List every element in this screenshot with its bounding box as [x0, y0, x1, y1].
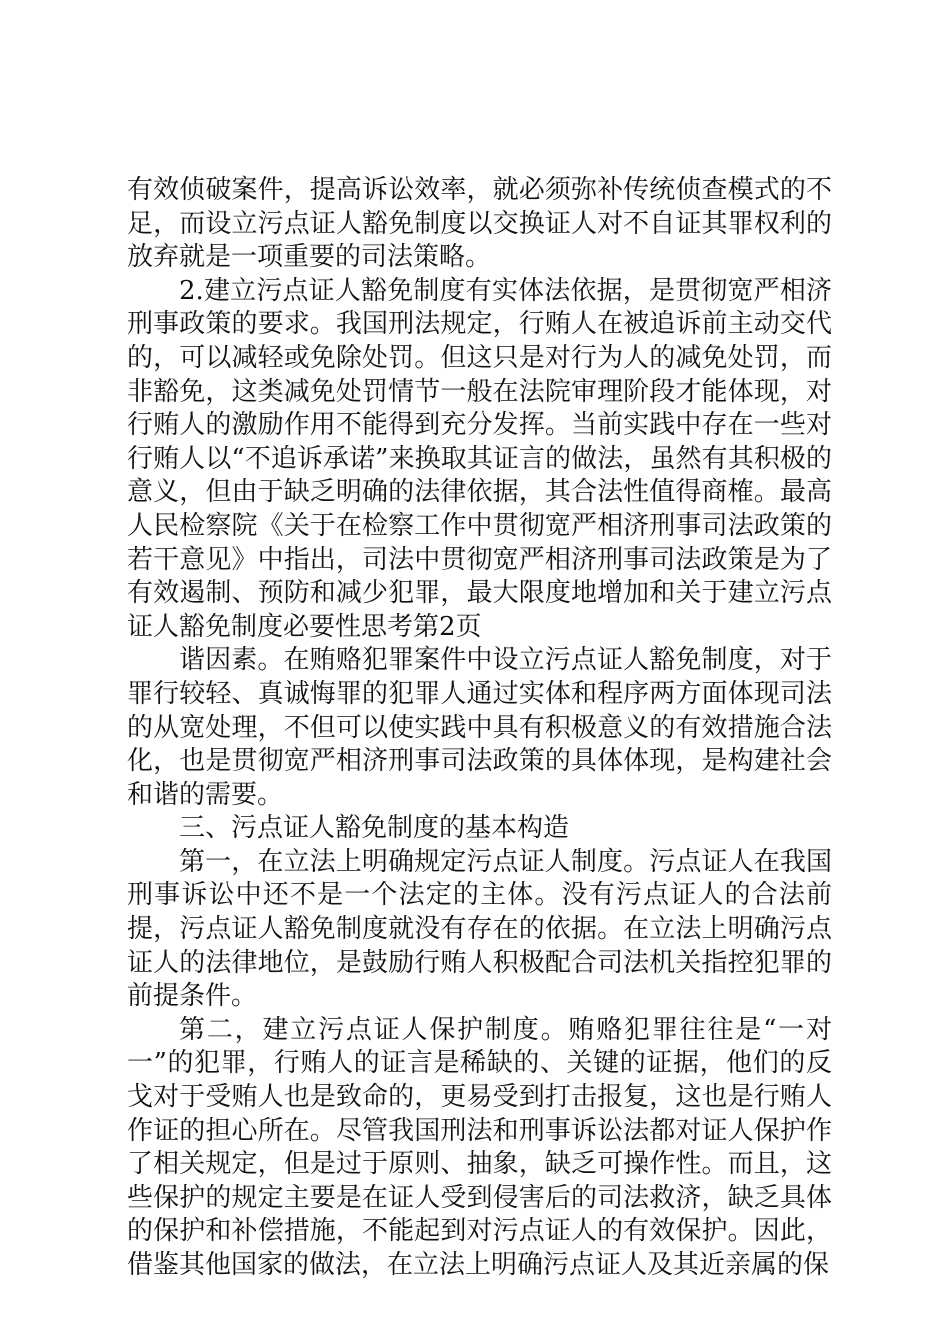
paragraph-continuation: 有效侦破案件，提高诉讼效率，就必须弥补传统侦查模式的不足，而设立污点证人豁免制度以交换证人对不自证其罪权利的放弃就是一项重要的司法策略。 — [127, 175, 832, 273]
section-heading-basic-structure: 三、污点证人豁免制度的基本构造 — [179, 813, 570, 844]
paragraph-first-legislation: 第一，在立法上明确规定污点证人制度。污点证人在我国刑事诉讼中还不是一个法定的主体。没有污点证人的合法前提，污点证人豁免制度就没有存在的依据。在立法上明确污点证人的法律地位，是鼓励行贿人积极配合司法机关指控犯罪的前提条件。 — [127, 846, 832, 1012]
paragraph-substantive-law-basis: 2.建立污点证人豁免制度有实体法依据，是贯彻宽严相济刑事政策的要求。我国刑法规定，行贿人在被追诉前主动交代的，可以减轻或免除处罚。但这只是对行为人的减免处罚，而非豁免，这类减免处罚情节一般在法院审理阶段才能体现，对行贿人的激励作用不能得到充分发挥。当前实践中存在一些对行贿人以“不追诉承诺”来换取其证言的做法，虽然有其积极的意义，但由于缺乏明确的法律依据，其合法性值得商榷。最高人民检察院《关于在检察工作中贯彻宽严相济刑事司法政策的若干意见》中指出，司法中贯彻宽严相济刑事司法政策是为了有效遏制、预防和减少犯罪，最大限度地增加和关于建立污点证人豁免制度必要性思考第2页 — [127, 275, 832, 642]
document-body — [127, 174, 832, 1283]
paragraph-second-protection: 第二，建立污点证人保护制度。贿赂犯罪往往是“一对一”的犯罪，行贿人的证言是稀缺的、关键的证据，他们的反戈对于受贿人也是致命的，更易受到打击报复，这也是行贿人作证的担心所在。尽管我国刑法和刑事诉讼法都对证人保护作了相关规定，但是过于原则、抽象，缺乏可操作性。而且，这些保护的规定主要是在证人受到侵害后的司法救济，缺乏具体的保护和补偿措施，不能起到对污点证人的有效保护。因此，借鉴其他国家的做法，在立法上明确污点证人及其近亲属的保 — [127, 1014, 832, 1280]
paragraph-harmony-factors: 谐因素。在贿赂犯罪案件中设立污点证人豁免制度，对于罪行较轻、真诚悔罪的犯罪人通过实体和程序两方面体现司法的从宽处理，不但可以使实践中具有积极意义的有效措施合法化，也是贯彻宽严相济刑事司法政策的具体体现，是构建社会和谐的需要。 — [127, 645, 832, 810]
